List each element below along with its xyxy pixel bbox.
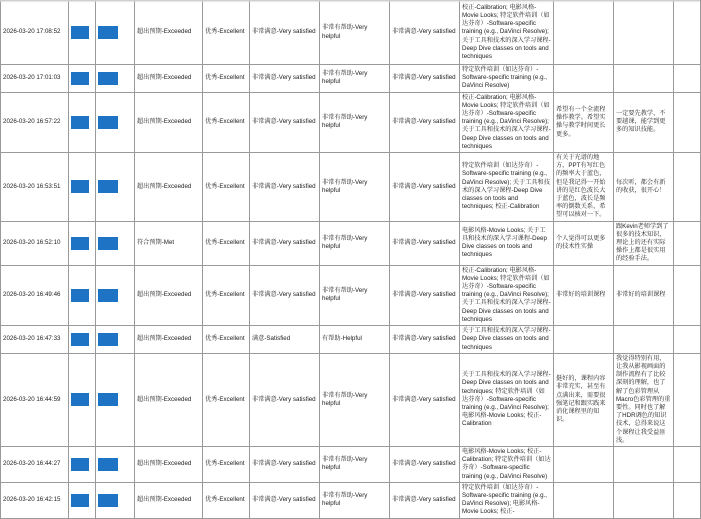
helpfulness-cell[interactable] [320,353,390,446]
overall-rating-cell[interactable] [203,1,250,65]
comment-b-cell[interactable] [614,482,674,518]
satisfaction-b-text: 非常满意-Very satisfied [392,496,456,504]
helpfulness-cell[interactable] [320,65,390,93]
redaction-block [71,333,89,346]
topics-cell[interactable] [460,65,554,93]
expectation-cell[interactable] [135,353,203,446]
redacted-cell-b[interactable] [96,326,135,354]
table-row[interactable] [1,221,701,265]
comment-b-cell[interactable] [614,446,674,482]
satisfaction-b-text: 非常满意-Very satisfied [392,118,456,126]
topics-text: 关于工具和技术的深入学习课程-Deep Dive classes on tools and techniques; 特定软件培训（如达芬奇）-Software-specific training (e.g., DaVinci Resolve); 电影风格-Movie Looks; 校正-Calibration [462,371,551,428]
comment-b-text: 每次听，都会有新的收获，很开心！ [616,178,666,194]
empty-cell[interactable] [674,446,701,482]
timestamp-text: 2026-03-20 17:08:52 [3,28,61,36]
overall-rating-cell[interactable] [203,92,250,152]
redacted-cell-b[interactable] [96,353,135,446]
satisfaction-b-cell[interactable] [390,446,460,482]
overall-rating-text: 优秀-Excellent [205,460,245,468]
satisfaction-a-cell[interactable] [250,1,320,65]
satisfaction-a-text: 满意-Satisfied [252,335,291,343]
satisfaction-a-cell[interactable] [250,92,320,152]
overall-rating-cell[interactable] [203,65,250,93]
expectation-cell[interactable] [135,446,203,482]
topics-cell[interactable] [460,221,554,265]
redacted-cell-b[interactable] [96,446,135,482]
table-row[interactable] [1,353,701,446]
redacted-cell-a[interactable] [69,326,96,354]
satisfaction-b-text: 非常满意-Very satisfied [392,182,456,190]
helpfulness-cell[interactable] [320,446,390,482]
expectation-text: 超出预期-Exceeded [137,460,192,468]
redaction-block [71,72,89,85]
empty-cell[interactable] [674,353,701,446]
topics-cell[interactable] [460,92,554,152]
redacted-cell-b[interactable] [96,153,135,222]
topics-text: 关于工具和技术的深入学习课程-Deep Dive classes on tools and techniques [462,327,551,351]
satisfaction-b-cell[interactable] [390,1,460,65]
timestamp-text: 2026-03-20 16:47:33 [3,335,61,343]
topics-cell[interactable] [460,482,554,518]
overall-rating-text: 优秀-Excellent [205,496,245,504]
overall-rating-cell[interactable] [203,353,250,446]
redacted-cell-a[interactable] [69,482,96,518]
satisfaction-a-cell[interactable] [250,446,320,482]
redaction-block [98,180,118,193]
satisfaction-a-text: 非常满意-Very satisfied [252,74,316,82]
helpfulness-text: 非常有帮助-Very helpful [322,178,368,194]
table-row[interactable] [1,265,701,325]
timestamp-text: 2026-03-20 16:44:59 [3,395,61,403]
topics-cell[interactable] [460,446,554,482]
timestamp-cell[interactable] [1,326,69,354]
satisfaction-b-text: 非常满意-Very satisfied [392,335,456,343]
helpfulness-cell[interactable] [320,153,390,222]
satisfaction-b-text: 非常满意-Very satisfied [392,291,456,299]
satisfaction-b-cell[interactable] [390,353,460,446]
redacted-cell-b[interactable] [96,482,135,518]
helpfulness-cell[interactable] [320,221,390,265]
redacted-cell-a[interactable] [69,65,96,93]
redaction-block [71,494,89,507]
expectation-cell[interactable] [135,153,203,222]
topics-text: 电影风格-Movie Looks; 校正-Calibration; 特定软件培训（如达芬奇）-Software-specific training (e.g., DaVinci Resolve) [462,447,551,480]
redaction-block [98,116,118,129]
redacted-cell-a[interactable] [69,353,96,446]
satisfaction-a-cell[interactable] [250,265,320,325]
helpfulness-text: 非常有帮助-Very helpful [322,287,368,303]
redaction-block [71,116,89,129]
timestamp-cell[interactable] [1,65,69,93]
topics-text: 校正-Calibration; 电影风格-Movie Looks; 特定软件培训（如达芬奇）-Software-specific training (e.g., DaVinci Resolve); 关于工具和技术的深入学习课程-Deep Dive classes on tools and techniques [462,266,551,323]
satisfaction-a-cell[interactable] [250,326,320,354]
expectation-text: 超出预期-Exceeded [137,291,192,299]
comment-a-text: 非常好的培训课程 [556,291,606,299]
overall-rating-cell[interactable] [203,482,250,518]
overall-rating-text: 优秀-Excellent [205,291,245,299]
satisfaction-b-cell[interactable] [390,326,460,354]
comment-a-cell[interactable] [554,482,614,518]
comment-b-cell[interactable] [614,65,674,93]
overall-rating-text: 优秀-Excellent [205,239,245,247]
empty-cell[interactable] [674,1,701,65]
table-row[interactable] [1,65,701,93]
comment-b-cell[interactable] [614,353,674,446]
comment-a-cell[interactable] [554,153,614,222]
timestamp-cell[interactable] [1,446,69,482]
comment-a-cell[interactable] [554,353,614,446]
comment-b-text: 跟Kevin老师学到了很多的技术知识，理论上的还有实际操作上都是很实用的经验手法。 [616,222,669,263]
redacted-cell-a[interactable] [69,153,96,222]
timestamp-text: 2026-03-20 17:01:03 [3,74,61,82]
satisfaction-b-cell[interactable] [390,482,460,518]
topics-text: 校正-Calibration; 电影风格-Movie Looks; 特定软件培训（如达芬奇）-Software-specific training (e.g., DaVinci Resolve); 关于工具和技术的深入学习课程-Deep Dive classes on tools and techniques [462,93,551,150]
satisfaction-b-text: 非常满意-Very satisfied [392,460,456,468]
helpfulness-cell[interactable] [320,326,390,354]
redaction-block [98,393,118,406]
redaction-block [98,289,118,302]
topics-text: 电影风格-Movie Looks; 关于工具和技术的深入学习课程-Deep Dive classes on tools and techniques [462,226,547,259]
topics-cell[interactable] [460,353,554,446]
redaction-block [98,237,118,250]
redacted-cell-a[interactable] [69,1,96,65]
empty-cell[interactable] [674,482,701,518]
empty-cell[interactable] [674,92,701,152]
expectation-text: 超出预期-Exceeded [137,74,192,82]
expectation-cell[interactable] [135,482,203,518]
satisfaction-a-cell[interactable] [250,153,320,222]
comment-b-text: 非常好的培训课程 [616,291,666,299]
topics-text: 特定软件培训（如达芬奇）-Software-specific training (e.g., DaVinci Resolve) [462,66,547,90]
satisfaction-b-cell[interactable] [390,65,460,93]
timestamp-text: 2026-03-20 16:52:10 [3,239,61,247]
satisfaction-a-cell[interactable] [250,353,320,446]
timestamp-cell[interactable] [1,1,69,65]
comment-a-cell[interactable] [554,265,614,325]
table-row[interactable] [1,1,701,65]
satisfaction-a-text: 非常满意-Very satisfied [252,395,316,403]
table-row[interactable] [1,153,701,222]
satisfaction-b-text: 非常满意-Very satisfied [392,28,456,36]
redaction-block [71,289,89,302]
satisfaction-a-text: 非常满意-Very satisfied [252,182,316,190]
comment-b-cell[interactable] [614,92,674,152]
expectation-cell[interactable] [135,65,203,93]
comment-b-cell[interactable] [614,153,674,222]
empty-cell[interactable] [674,326,701,354]
expectation-cell[interactable] [135,221,203,265]
redaction-block [71,237,89,250]
topics-cell[interactable] [460,265,554,325]
satisfaction-b-cell[interactable] [390,221,460,265]
empty-cell[interactable] [674,221,701,265]
helpfulness-text: 非常有帮助-Very helpful [322,391,368,407]
expectation-text: 超出预期-Exceeded [137,395,192,403]
timestamp-cell[interactable] [1,353,69,446]
comment-b-text: 一定要先教学，不要越课，能学到更多的知识技能。 [616,110,666,134]
satisfaction-b-cell[interactable] [390,265,460,325]
comment-a-cell[interactable] [554,446,614,482]
satisfaction-a-text: 非常满意-Very satisfied [252,118,316,126]
satisfaction-a-cell[interactable] [250,482,320,518]
overall-rating-cell[interactable] [203,326,250,354]
top-edge-shadow [0,0,700,3]
satisfaction-a-text: 非常满意-Very satisfied [252,291,316,299]
redaction-block [98,458,118,471]
timestamp-cell[interactable] [1,482,69,518]
overall-rating-text: 优秀-Excellent [205,74,245,82]
timestamp-text: 2026-03-20 16:57:22 [3,118,61,126]
comment-a-cell[interactable] [554,221,614,265]
comment-b-cell[interactable] [614,1,674,65]
comment-a-cell[interactable] [554,65,614,93]
topics-cell[interactable] [460,153,554,222]
helpfulness-text: 非常有帮助-Very helpful [322,24,368,40]
satisfaction-b-cell[interactable] [390,92,460,152]
redacted-cell-b[interactable] [96,65,135,93]
comment-a-text: 挺好的，课程内容非常充实，甚至有点满出来，需要很强笔记和跟实践来消化课程里的知识。 [556,375,606,424]
overall-rating-cell[interactable] [203,446,250,482]
table-row[interactable] [1,92,701,152]
redacted-cell-a[interactable] [69,221,96,265]
comment-b-cell[interactable] [614,221,674,265]
redacted-cell-a[interactable] [69,265,96,325]
expectation-text: 超出预期-Exceeded [137,182,192,190]
expectation-cell[interactable] [135,92,203,152]
redacted-cell-a[interactable] [69,92,96,152]
empty-cell[interactable] [674,265,701,325]
topics-text: 特定软件培训（如达芬奇）-Software-specific training (e.g., DaVinci Resolve); 关于工具和技术的深入学习课程-Deep Dive classes on tools and techniques; 校正-Calibration [462,162,550,211]
helpfulness-text: 非常有帮助-Very helpful [322,491,368,508]
overall-rating-text: 优秀-Excellent [205,395,245,403]
empty-cell[interactable] [674,153,701,222]
helpfulness-cell[interactable] [320,265,390,325]
helpfulness-text: 非常有帮助-Very helpful [322,114,368,130]
redaction-block [98,494,118,507]
expectation-text: 超出预期-Exceeded [137,496,192,504]
table-row[interactable] [1,446,701,482]
redaction-block [98,72,118,85]
comment-a-cell[interactable] [554,92,614,152]
redaction-block [71,458,89,471]
satisfaction-b-text: 非常满意-Very satisfied [392,74,456,82]
comment-b-cell[interactable] [614,265,674,325]
empty-cell[interactable] [674,65,701,93]
helpfulness-cell[interactable] [320,1,390,65]
comment-a-cell[interactable] [554,326,614,354]
comment-a-cell[interactable] [554,1,614,65]
comment-a-text: 有关于光谱的地方，PPT有写红色的频率大于蓝色，但是我记得一开始讲的是红色波长大于蓝色，波长是频率的倒数关系，希望可以核对一下。 [556,154,606,219]
expectation-text: 超出预期-Exceeded [137,28,192,36]
timestamp-text: 2026-03-20 16:44:27 [3,460,61,468]
timestamp-cell[interactable] [1,221,69,265]
helpfulness-text: 非常有帮助-Very helpful [322,234,368,251]
redacted-cell-b[interactable] [96,265,135,325]
table-row[interactable] [1,326,701,354]
overall-rating-text: 优秀-Excellent [205,182,245,190]
satisfaction-a-text: 非常满意-Very satisfied [252,496,316,504]
helpfulness-text: 有帮助-Helpful [322,335,362,343]
redaction-block [71,26,89,39]
comment-a-text: 希望有一个全流程操作教学。希望实操与教学时间更长更多。 [556,105,606,138]
satisfaction-b-text: 非常满意-Very satisfied [392,239,456,247]
redaction-block [98,333,118,346]
topics-cell[interactable] [460,326,554,354]
redaction-block [71,180,89,193]
topics-text: 校正-Calibration; 电影风格-Movie Looks; 特定软件培训（如达芬奇）-Software-specific training (e.g., DaVinci Resolve); 关于工具和技术的深入学习课程-Deep Dive classes on tools and techniques [462,3,551,60]
redacted-cell-b[interactable] [96,221,135,265]
helpfulness-text: 非常有帮助-Very helpful [322,456,368,472]
redaction-block [98,26,118,39]
expectation-text: 超出预期-Exceeded [137,118,192,126]
helpfulness-cell[interactable] [320,92,390,152]
redacted-cell-b[interactable] [96,1,135,65]
timestamp-cell[interactable] [1,153,69,222]
satisfaction-b-cell[interactable] [390,153,460,222]
satisfaction-a-text: 非常满意-Very satisfied [252,28,316,36]
satisfaction-a-cell[interactable] [250,221,320,265]
overall-rating-cell[interactable] [203,153,250,222]
timestamp-text: 2026-03-20 16:53:51 [3,182,61,190]
expectation-text: 符合预期-Met [137,239,175,247]
redaction-block [71,393,89,406]
comment-b-cell[interactable] [614,326,674,354]
topics-text: 特定软件培训（如达芬奇）-Software-specific training (e.g., DaVinci Resolve); 电影风格-Movie Looks; 校正- [462,483,547,516]
overall-rating-text: 优秀-Excellent [205,335,245,343]
redacted-cell-b[interactable] [96,92,135,152]
expectation-cell[interactable] [135,326,203,354]
timestamp-text: 2026-03-20 16:42:15 [3,496,61,504]
expectation-cell[interactable] [135,1,203,65]
overall-rating-text: 优秀-Excellent [205,28,245,36]
timestamp-cell[interactable] [1,92,69,152]
topics-cell[interactable] [460,1,554,65]
satisfaction-a-text: 非常满意-Very satisfied [252,460,316,468]
table-row[interactable] [1,482,701,518]
overall-rating-cell[interactable] [203,221,250,265]
comment-b-text: 我觉得特别有用，让我从影视画面的制作流程有了比较深刻的理解，也了解了色彩管理从Macro色彩管理的重要性。同时也了解了HDR调色的知识技术，总得来说这个课程让我受益匪浅。 [616,354,671,444]
timestamp-text: 2026-03-20 16:49:46 [3,291,61,299]
overall-rating-cell[interactable] [203,265,250,325]
helpfulness-text: 非常有帮助-Very helpful [322,70,368,86]
redacted-cell-a[interactable] [69,446,96,482]
overall-rating-text: 优秀-Excellent [205,118,245,126]
expectation-text: 超出预期-Exceeded [137,335,192,343]
expectation-cell[interactable] [135,265,203,325]
comment-a-text: 个人觉得可以更多的技术性实操 [556,234,606,251]
timestamp-cell[interactable] [1,265,69,325]
satisfaction-a-cell[interactable] [250,65,320,93]
helpfulness-cell[interactable] [320,482,390,518]
satisfaction-a-text: 非常满意-Very satisfied [252,239,316,247]
satisfaction-b-text: 非常满意-Very satisfied [392,395,456,403]
